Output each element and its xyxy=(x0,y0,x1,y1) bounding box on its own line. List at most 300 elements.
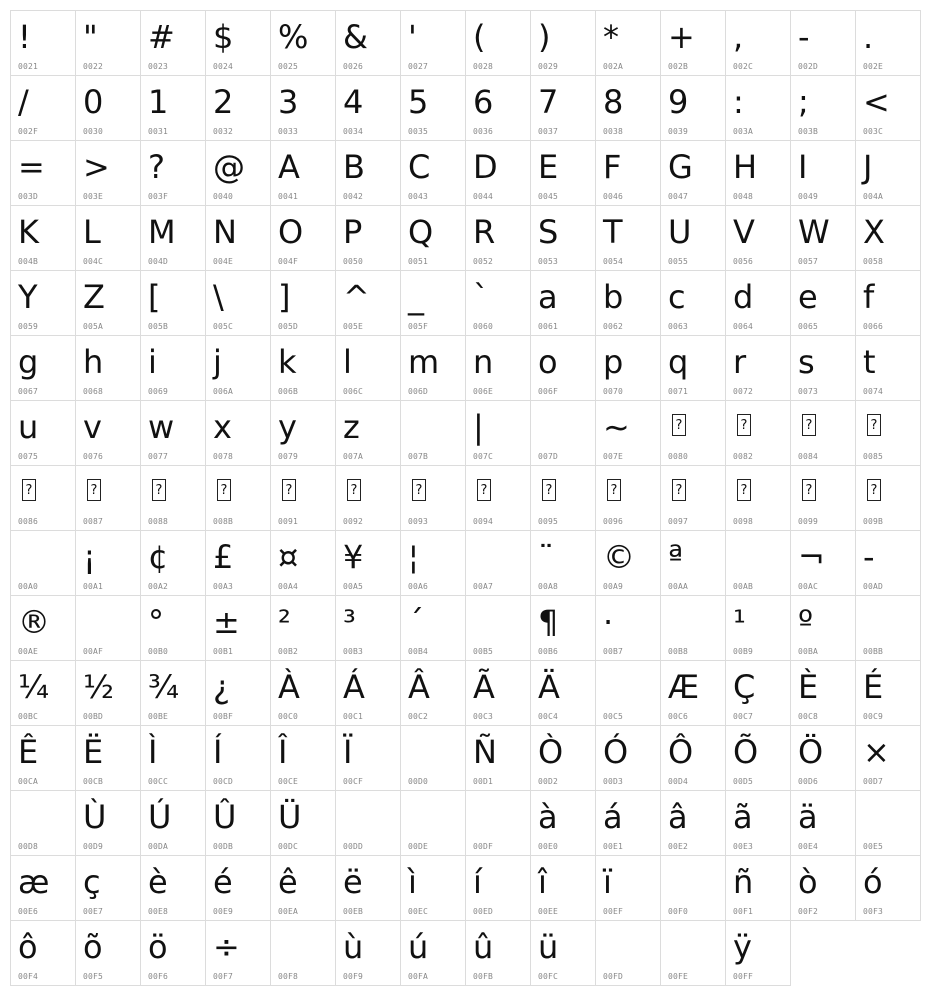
glyph-cell xyxy=(596,401,661,466)
glyph-codepoint: 00DC xyxy=(278,842,299,851)
glyph-char: G xyxy=(668,148,693,186)
glyph-char: Ä xyxy=(538,668,560,706)
glyph-cell xyxy=(76,661,141,726)
glyph-codepoint: 004D xyxy=(148,257,169,266)
glyph-char: Á xyxy=(343,668,365,706)
glyph-char: W xyxy=(798,213,830,251)
glyph-char: s xyxy=(798,343,815,381)
glyph-char: : xyxy=(733,83,744,121)
glyph-char: ¢ xyxy=(148,538,169,576)
glyph-cell xyxy=(271,661,336,726)
glyph-cell xyxy=(271,271,336,336)
glyph-cell xyxy=(401,76,466,141)
glyph-codepoint: 00E5 xyxy=(863,842,884,851)
glyph-cell xyxy=(466,206,531,271)
missing-glyph-box-icon xyxy=(282,479,296,501)
glyph-cell xyxy=(401,726,466,791)
glyph-char: h xyxy=(83,343,104,381)
glyph-codepoint: 005F xyxy=(408,322,429,331)
glyph-char: ¨ xyxy=(538,538,554,576)
glyph-char: # xyxy=(148,18,175,56)
glyph-cell xyxy=(206,466,271,531)
glyph-cell xyxy=(596,11,661,76)
glyph-char: ä xyxy=(798,798,818,836)
glyph-char: ( xyxy=(473,18,486,56)
glyph-codepoint: 00AE xyxy=(18,647,39,656)
glyph-cell xyxy=(76,921,141,986)
glyph-codepoint: 0080 xyxy=(668,452,689,461)
glyph-cell xyxy=(596,336,661,401)
glyph-cell xyxy=(856,271,921,336)
glyph-codepoint: 004C xyxy=(83,257,104,266)
glyph-codepoint: 00DD xyxy=(343,842,364,851)
glyph-codepoint: 00ED xyxy=(473,907,494,916)
glyph-codepoint: 004B xyxy=(18,257,39,266)
glyph-cell xyxy=(596,921,661,986)
glyph-cell xyxy=(336,466,401,531)
glyph-char: J xyxy=(863,148,873,186)
glyph-codepoint: 006D xyxy=(408,387,429,396)
glyph-cell xyxy=(76,11,141,76)
glyph-cell xyxy=(531,531,596,596)
glyph-codepoint: 00F6 xyxy=(148,972,169,981)
glyph-char: - xyxy=(798,18,810,56)
glyph-codepoint: 00F3 xyxy=(863,907,884,916)
glyph-codepoint: 00D3 xyxy=(603,777,624,786)
glyph-codepoint: 00DF xyxy=(473,842,494,851)
glyph-cell xyxy=(336,271,401,336)
glyph-cell xyxy=(596,206,661,271)
glyph-codepoint: 00E6 xyxy=(18,907,39,916)
glyph-char: $ xyxy=(213,18,234,56)
glyph-cell xyxy=(11,271,76,336)
glyph-codepoint: 003F xyxy=(148,192,169,201)
glyph-cell xyxy=(661,466,726,531)
glyph-codepoint: 00D7 xyxy=(863,777,884,786)
glyph-codepoint: 005B xyxy=(148,322,169,331)
glyph-char: O xyxy=(278,213,304,251)
glyph-char: m xyxy=(408,343,440,381)
glyph-codepoint: 00B0 xyxy=(148,647,169,656)
glyph-char: + xyxy=(668,18,695,56)
glyph-cell xyxy=(791,271,856,336)
glyph-char: l xyxy=(343,343,352,381)
glyph-codepoint: 00D1 xyxy=(473,777,494,786)
glyph-codepoint: 00D6 xyxy=(798,777,819,786)
glyph-char: × xyxy=(863,733,890,771)
glyph-cell xyxy=(206,726,271,791)
glyph-codepoint: 00AA xyxy=(668,582,689,591)
glyph-codepoint: 00E0 xyxy=(538,842,559,851)
glyph-cell xyxy=(206,661,271,726)
glyph-cell xyxy=(206,596,271,661)
glyph-char: L xyxy=(83,213,101,251)
glyph-char: i xyxy=(148,343,157,381)
glyph-codepoint: 006C xyxy=(343,387,364,396)
glyph-codepoint: 00FF xyxy=(733,972,754,981)
glyph-char: ¶ xyxy=(538,603,559,641)
glyph-cell xyxy=(401,401,466,466)
glyph-char: î xyxy=(538,863,547,901)
glyph-cell xyxy=(271,856,336,921)
missing-glyph-box-icon xyxy=(737,414,751,436)
glyph-codepoint: 00BE xyxy=(148,712,169,721)
glyph-cell xyxy=(856,726,921,791)
glyph-codepoint: 0095 xyxy=(538,517,559,526)
glyph-cell xyxy=(856,531,921,596)
glyph-codepoint: 00CF xyxy=(343,777,364,786)
glyph-codepoint: 00D0 xyxy=(408,777,429,786)
glyph-codepoint: 00CE xyxy=(278,777,299,786)
glyph-cell xyxy=(661,921,726,986)
glyph-codepoint: 00C6 xyxy=(668,712,689,721)
glyph-codepoint: 0066 xyxy=(863,322,884,331)
glyph-codepoint: 0035 xyxy=(408,127,429,136)
glyph-cell xyxy=(791,401,856,466)
glyph-char: È xyxy=(798,668,819,706)
glyph-codepoint: 0071 xyxy=(668,387,689,396)
glyph-codepoint: 0024 xyxy=(213,62,234,71)
glyph-codepoint: 00CC xyxy=(148,777,169,786)
glyph-cell xyxy=(206,921,271,986)
glyph-char: > xyxy=(83,148,110,186)
glyph-codepoint: 0040 xyxy=(213,192,234,201)
glyph-cell xyxy=(76,271,141,336)
glyph-char: Í xyxy=(213,733,223,771)
glyph-char: ô xyxy=(18,928,38,966)
glyph-char: ! xyxy=(18,18,31,56)
glyph-codepoint: 0034 xyxy=(343,127,364,136)
glyph-cell xyxy=(596,466,661,531)
glyph-cell xyxy=(596,271,661,336)
glyph-cell xyxy=(856,466,921,531)
glyph-codepoint: 0087 xyxy=(83,517,104,526)
glyph-codepoint: 00DA xyxy=(148,842,169,851)
glyph-codepoint: 002C xyxy=(733,62,754,71)
glyph-codepoint: 0093 xyxy=(408,517,429,526)
glyph-cell xyxy=(661,596,726,661)
glyph-codepoint: 00B9 xyxy=(733,647,754,656)
glyph-char: - xyxy=(863,538,875,576)
glyph-codepoint: 0067 xyxy=(18,387,39,396)
glyph-cell xyxy=(531,466,596,531)
glyph-char: H xyxy=(733,148,758,186)
glyph-codepoint: 0044 xyxy=(473,192,494,201)
glyph-codepoint: 00E8 xyxy=(148,907,169,916)
glyph-char: ~ xyxy=(603,408,630,446)
glyph-cell xyxy=(141,401,206,466)
glyph-codepoint: 006B xyxy=(278,387,299,396)
glyph-char: t xyxy=(863,343,876,381)
glyph-codepoint: 007D xyxy=(538,452,559,461)
glyph-cell xyxy=(141,726,206,791)
glyph-char: ' xyxy=(408,18,417,56)
glyph-char: ª xyxy=(668,538,684,576)
glyph-codepoint: 0052 xyxy=(473,257,494,266)
glyph-codepoint: 0056 xyxy=(733,257,754,266)
glyph-cell xyxy=(596,856,661,921)
glyph-cell xyxy=(466,921,531,986)
glyph-cell xyxy=(76,76,141,141)
glyph-cell xyxy=(141,661,206,726)
glyph-char: Ñ xyxy=(473,733,497,771)
glyph-char: S xyxy=(538,213,559,251)
glyph-char: £ xyxy=(213,538,234,576)
glyph-cell xyxy=(11,76,76,141)
glyph-char: \ xyxy=(213,278,224,316)
glyph-codepoint: 004E xyxy=(213,257,234,266)
missing-glyph-box-icon xyxy=(867,414,881,436)
glyph-char: Q xyxy=(408,213,434,251)
glyph-codepoint: 00B7 xyxy=(603,647,624,656)
glyph-cell xyxy=(11,596,76,661)
glyph-codepoint: 00A0 xyxy=(18,582,39,591)
glyph-cell xyxy=(856,791,921,856)
glyph-cell xyxy=(596,726,661,791)
glyph-codepoint: 00B2 xyxy=(278,647,299,656)
missing-glyph-box-icon xyxy=(217,479,231,501)
glyph-codepoint: 00CA xyxy=(18,777,39,786)
glyph-char: · xyxy=(603,603,614,641)
glyph-char: b xyxy=(603,278,624,316)
glyph-cell xyxy=(206,206,271,271)
glyph-cell xyxy=(791,531,856,596)
glyph-char: I xyxy=(798,148,808,186)
glyph-codepoint: 0054 xyxy=(603,257,624,266)
glyph-char: ú xyxy=(408,928,429,966)
glyph-cell xyxy=(271,466,336,531)
glyph-cell xyxy=(791,661,856,726)
glyph-char: õ xyxy=(83,928,103,966)
glyph-cell xyxy=(791,206,856,271)
glyph-codepoint: 00EA xyxy=(278,907,299,916)
glyph-char: e xyxy=(798,278,818,316)
glyph-cell xyxy=(466,401,531,466)
glyph-codepoint: 002A xyxy=(603,62,624,71)
glyph-cell xyxy=(76,336,141,401)
glyph-cell xyxy=(11,531,76,596)
glyph-codepoint: 0070 xyxy=(603,387,624,396)
glyph-char: Ç xyxy=(733,668,756,706)
glyph-cell xyxy=(336,921,401,986)
glyph-codepoint: 00C7 xyxy=(733,712,754,721)
glyph-cell xyxy=(726,466,791,531)
glyph-codepoint: 00C4 xyxy=(538,712,559,721)
glyph-codepoint: 0084 xyxy=(798,452,819,461)
glyph-cell xyxy=(596,76,661,141)
glyph-codepoint: 0046 xyxy=(603,192,624,201)
glyph-cell xyxy=(726,401,791,466)
glyph-codepoint: 00FE xyxy=(668,972,689,981)
missing-glyph-box-icon xyxy=(867,479,881,501)
glyph-codepoint: 0036 xyxy=(473,127,494,136)
glyph-cell xyxy=(531,856,596,921)
glyph-codepoint: 0061 xyxy=(538,322,559,331)
glyph-char: à xyxy=(538,798,558,836)
glyph-char: æ xyxy=(18,863,50,901)
glyph-cell xyxy=(726,596,791,661)
glyph-codepoint: 002D xyxy=(798,62,819,71)
glyph-cell xyxy=(726,856,791,921)
glyph-codepoint: 00B5 xyxy=(473,647,494,656)
glyph-char: N xyxy=(213,213,237,251)
glyph-cell xyxy=(141,921,206,986)
glyph-cell xyxy=(596,791,661,856)
glyph-codepoint: 005C xyxy=(213,322,234,331)
glyph-char: ] xyxy=(278,278,291,316)
glyph-char: | xyxy=(473,408,484,446)
glyph-codepoint: 0078 xyxy=(213,452,234,461)
glyph-codepoint: 00F1 xyxy=(733,907,754,916)
glyph-cell xyxy=(11,401,76,466)
glyph-cell xyxy=(271,921,336,986)
glyph-cell xyxy=(661,401,726,466)
glyph-codepoint: 0060 xyxy=(473,322,494,331)
missing-glyph-box-icon xyxy=(152,479,166,501)
glyph-cell xyxy=(271,11,336,76)
glyph-cell xyxy=(401,11,466,76)
glyph-cell xyxy=(466,466,531,531)
glyph-cell xyxy=(336,726,401,791)
glyph-codepoint: 00AD xyxy=(863,582,884,591)
glyph-cell xyxy=(141,531,206,596)
glyph-char: â xyxy=(668,798,688,836)
glyph-cell xyxy=(791,596,856,661)
glyph-cell xyxy=(531,791,596,856)
glyph-codepoint: 0064 xyxy=(733,322,754,331)
glyph-cell xyxy=(466,336,531,401)
glyph-char: Ô xyxy=(668,733,694,771)
glyph-char: 1 xyxy=(148,83,169,121)
glyph-cell xyxy=(206,336,271,401)
glyph-codepoint: 0077 xyxy=(148,452,169,461)
glyph-codepoint: 00E3 xyxy=(733,842,754,851)
glyph-cell xyxy=(531,76,596,141)
glyph-char: ¼ xyxy=(18,668,50,706)
glyph-cell xyxy=(271,76,336,141)
glyph-cell xyxy=(271,596,336,661)
missing-glyph-box-icon xyxy=(22,479,36,501)
glyph-codepoint: 00F8 xyxy=(278,972,299,981)
glyph-codepoint: 00F7 xyxy=(213,972,234,981)
glyph-cell xyxy=(856,76,921,141)
glyph-cell xyxy=(596,661,661,726)
glyph-codepoint: 007B xyxy=(408,452,429,461)
glyph-codepoint: 0068 xyxy=(83,387,104,396)
glyph-cell xyxy=(11,206,76,271)
glyph-cell xyxy=(141,141,206,206)
glyph-codepoint: 00EC xyxy=(408,907,429,916)
glyph-cell xyxy=(856,336,921,401)
glyph-char: º xyxy=(798,603,814,641)
glyph-codepoint: 0065 xyxy=(798,322,819,331)
glyph-codepoint: 00A4 xyxy=(278,582,299,591)
glyph-cell xyxy=(856,661,921,726)
glyph-codepoint: 00D8 xyxy=(18,842,39,851)
glyph-char: r xyxy=(733,343,747,381)
glyph-cell xyxy=(401,271,466,336)
glyph-char: ² xyxy=(278,603,291,641)
glyph-cell xyxy=(531,596,596,661)
glyph-cell xyxy=(726,11,791,76)
glyph-char: Y xyxy=(18,278,38,316)
glyph-cell xyxy=(271,531,336,596)
glyph-cell xyxy=(726,531,791,596)
glyph-codepoint: 0041 xyxy=(278,192,299,201)
glyph-cell xyxy=(76,856,141,921)
glyph-cell xyxy=(856,141,921,206)
glyph-char: ° xyxy=(148,603,164,641)
glyph-char: y xyxy=(278,408,297,446)
glyph-codepoint: 0059 xyxy=(18,322,39,331)
glyph-cell xyxy=(726,141,791,206)
glyph-char: z xyxy=(343,408,360,446)
glyph-char: ³ xyxy=(343,603,356,641)
glyph-codepoint: 00E7 xyxy=(83,907,104,916)
glyph-char: ; xyxy=(798,83,809,121)
missing-glyph-box-icon xyxy=(477,479,491,501)
glyph-cell xyxy=(531,661,596,726)
glyph-char: V xyxy=(733,213,755,251)
glyph-codepoint: 0085 xyxy=(863,452,884,461)
glyph-char: ï xyxy=(603,863,612,901)
glyph-codepoint: 0096 xyxy=(603,517,624,526)
glyph-char: x xyxy=(213,408,232,446)
glyph-char: ó xyxy=(863,863,883,901)
glyph-char: 9 xyxy=(668,83,689,121)
glyph-char: ü xyxy=(538,928,559,966)
glyph-cell xyxy=(466,791,531,856)
glyph-codepoint: 00BC xyxy=(18,712,39,721)
glyph-codepoint: 003D xyxy=(18,192,39,201)
glyph-codepoint: 00A7 xyxy=(473,582,494,591)
glyph-cell xyxy=(141,206,206,271)
glyph-codepoint: 00BF xyxy=(213,712,234,721)
glyph-char: ÿ xyxy=(733,928,752,966)
glyph-char: ´ xyxy=(408,603,424,641)
glyph-codepoint: 00FA xyxy=(408,972,429,981)
glyph-char: û xyxy=(473,928,494,966)
glyph-codepoint: 00D5 xyxy=(733,777,754,786)
glyph-codepoint: 004F xyxy=(278,257,299,266)
glyph-cell xyxy=(791,466,856,531)
glyph-cell xyxy=(11,466,76,531)
glyph-cell xyxy=(271,401,336,466)
glyph-codepoint: 00AC xyxy=(798,582,819,591)
glyph-codepoint: 003C xyxy=(863,127,884,136)
glyph-codepoint: 0098 xyxy=(733,517,754,526)
glyph-char: ò xyxy=(798,863,818,901)
glyph-cell xyxy=(596,141,661,206)
glyph-codepoint: 0092 xyxy=(343,517,364,526)
missing-glyph-box-icon xyxy=(542,479,556,501)
glyph-codepoint: 0021 xyxy=(18,62,39,71)
glyph-cell xyxy=(661,856,726,921)
glyph-codepoint: 00A1 xyxy=(83,582,104,591)
glyph-char: © xyxy=(603,538,635,576)
glyph-cell xyxy=(141,856,206,921)
glyph-cell xyxy=(141,596,206,661)
glyph-cell xyxy=(336,661,401,726)
glyph-cell xyxy=(466,11,531,76)
glyph-codepoint: 00F4 xyxy=(18,972,39,981)
glyph-char: P xyxy=(343,213,363,251)
glyph-cell xyxy=(336,856,401,921)
glyph-cell xyxy=(596,531,661,596)
glyph-char: U xyxy=(668,213,692,251)
glyph-cell xyxy=(726,791,791,856)
glyph-grid xyxy=(10,10,921,986)
